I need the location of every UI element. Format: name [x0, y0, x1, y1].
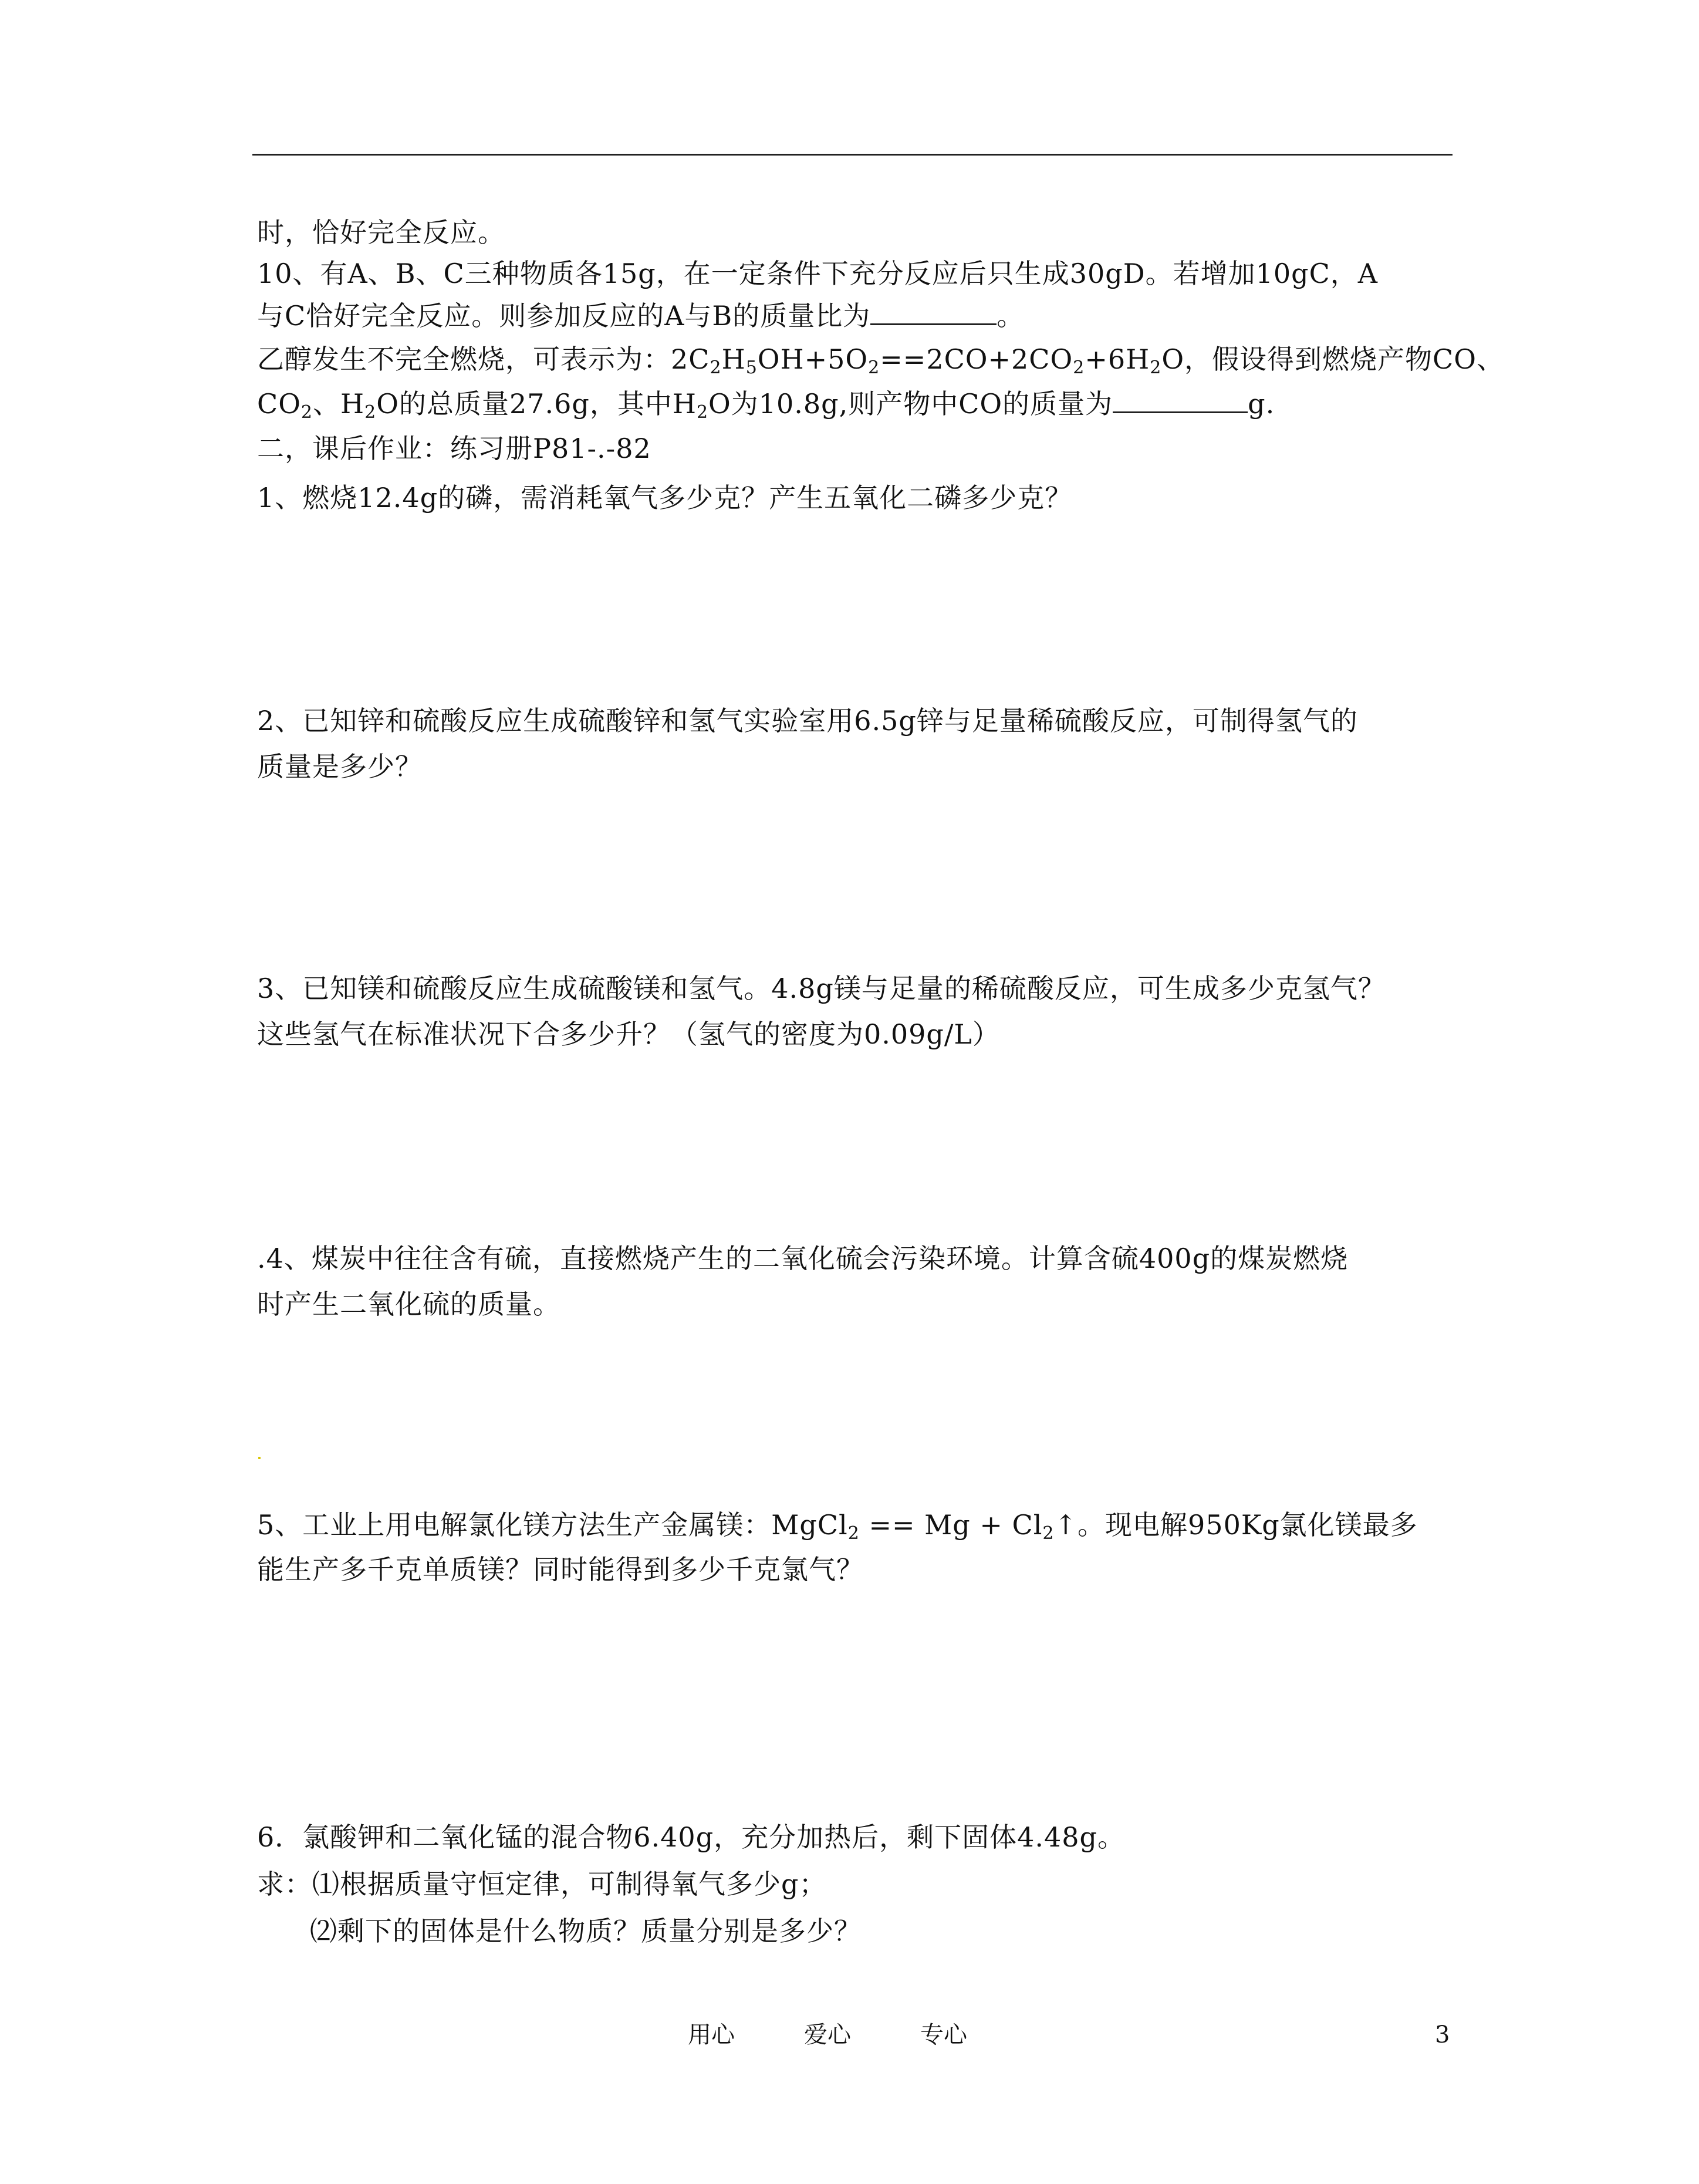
answer-blank[interactable] — [1113, 388, 1248, 413]
question-2-line-1: 2、已知锌和硫酸反应生成硫酸锌和氢气实验室用6.5g锌与足量稀硫酸反应，可制得氢气的 — [257, 705, 1358, 737]
question-6-line-3: ⑵剩下的固体是什么物质？质量分别是多少？ — [310, 1915, 862, 1947]
question-3-line-2: 这些氢气在标准状况下合多少升？（氢气的密度为0.09g/L） — [257, 1018, 1000, 1050]
question-1: 1、燃烧12.4g的磷，需消耗氧气多少克？产生五氧化二磷多少克？ — [257, 482, 1073, 514]
ink-speck — [258, 1457, 261, 1459]
question-4-line-1: .4、煤炭中往往含有硫，直接燃烧产生的二氧化硫会污染环境。计算含硫400g的煤炭燃烧 — [257, 1243, 1349, 1274]
question-6-line-2: 求：⑴根据质量守恒定律，可制得氧气多少g； — [257, 1868, 827, 1900]
answer-blank[interactable] — [870, 300, 997, 325]
question-3-line-1: 3、已知镁和硫酸反应生成硫酸镁和氢气。4.8g镁与足量的稀硫酸反应，可生成多少克氢气？ — [257, 973, 1386, 1004]
ethanol-question-line-2: $CO_2$、$H_2O$的总质量27.6g，其中$H_2O$为10.8g,则产物中CO的质量为 g. — [257, 388, 1275, 423]
ethanol-question-line-1: 乙醇发生不完全燃烧，可表示为：$2C_2H_5OH+5O_2==2CO+2CO_2+6H_2O$，假设得到燃烧产物CO、 — [257, 343, 1504, 378]
footer-word-3: 专心 — [920, 2021, 967, 2048]
page-number: 3 — [1435, 2021, 1450, 2048]
question-10-line-2: 与C恰好完全反应。则参加反应的A与B的质量比为 。 — [257, 300, 1025, 332]
footer-word-2: 爱心 — [804, 2021, 851, 2048]
question-10-line-1: 10、有A、B、C三种物质各15g，在一定条件下充分反应后只生成30gD。若增加10gC，A — [257, 258, 1378, 289]
homework-heading: 二，课后作业：练习册P81-.-82 — [257, 433, 651, 464]
footer-word-1: 用心 — [688, 2021, 735, 2048]
question-5-line-2: 能生产多千克单质镁？同时能得到多少千克氯气？ — [257, 1554, 864, 1585]
question-2-line-2: 质量是多少？ — [257, 751, 423, 782]
question-6-line-1: 6．氯酸钾和二氧化锰的混合物6.40g，充分加热后，剩下固体4.48g。 — [257, 1821, 1126, 1853]
question-4-line-2: 时产生二氧化硫的质量。 — [257, 1288, 560, 1320]
text-line: 时，恰好完全反应。 — [257, 217, 505, 248]
question-5-line-1: 5、工业上用电解氯化镁方法生产金属镁：MgCl$_2$ == $Mg + Cl_2↑$。现电解950Kg氯化镁最多 — [257, 1509, 1418, 1544]
header-rule — [252, 154, 1453, 156]
